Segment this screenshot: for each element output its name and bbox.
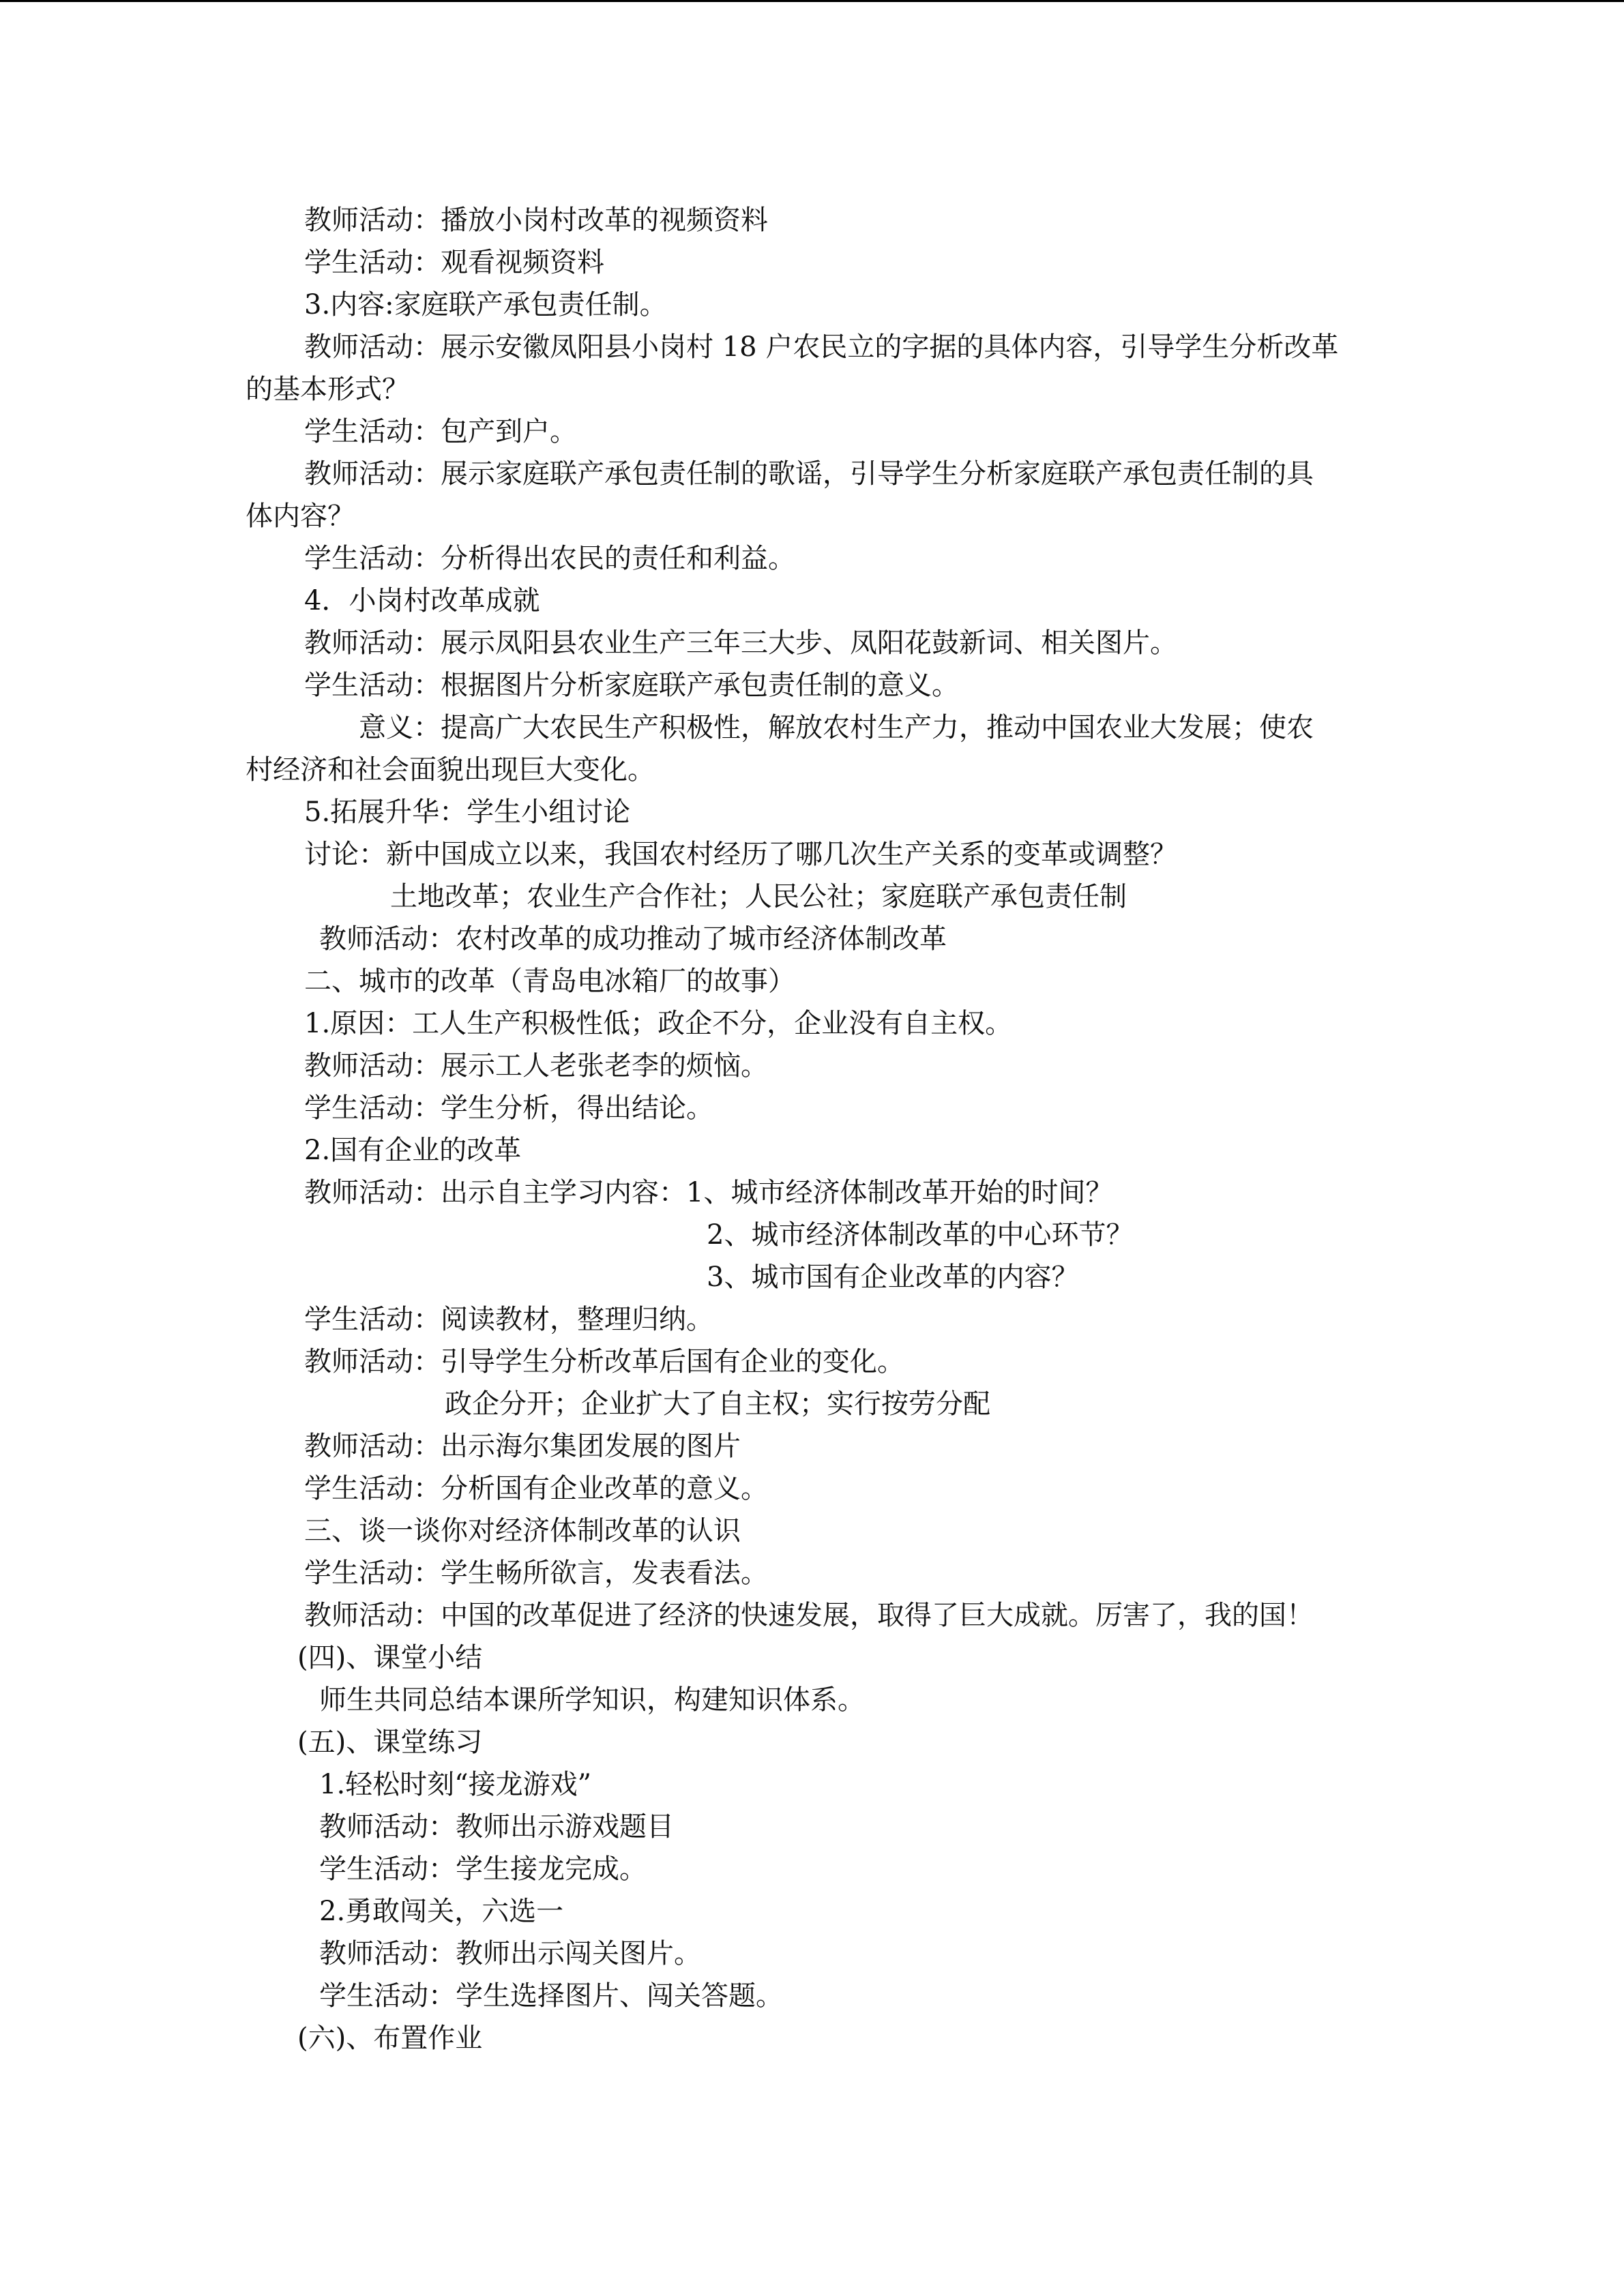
text-line: 学生活动：学生选择图片、闯关答题。 xyxy=(319,1980,783,2012)
text-line: 学生活动：学生畅所欲言，发表看法。 xyxy=(304,1557,768,1589)
text-line: 教师活动：教师出示游戏题目 xyxy=(319,1811,674,1843)
text-line: 意义：提高广大农民生产积极性，解放农村生产力，推动中国农业大发展；使农 xyxy=(359,712,1314,743)
text-line: 讨论：新中国成立以来，我国农村经历了哪几次生产关系的变革或调整？ xyxy=(304,839,1177,870)
text-line: 1.轻松时刻“接龙游戏” xyxy=(319,1769,592,1800)
text-line: 学生活动：分析国有企业改革的意义。 xyxy=(304,1473,768,1504)
text-line: 5.拓展升华：学生小组讨论 xyxy=(304,796,631,828)
text-line: 1.原因：工人生产积极性低；政企不分，企业没有自主权。 xyxy=(304,1008,1013,1039)
text-line: 学生活动：阅读教材，整理归纳。 xyxy=(304,1304,713,1335)
text-line: 教师活动：展示家庭联产承包责任制的歌谣，引导学生分析家庭联产承包责任制的具 xyxy=(304,458,1314,490)
text-line: 教师活动：教师出示闯关图片。 xyxy=(319,1938,701,1969)
text-line: 教师活动：出示自主学习内容：1、城市经济体制改革开始的时间？ xyxy=(304,1177,1113,1208)
text-line: (六)、布置作业 xyxy=(297,2023,483,2054)
text-line: 村经济和社会面貌出现巨大变化。 xyxy=(246,754,655,786)
text-line: 学生活动：根据图片分析家庭联产承包责任制的意义。 xyxy=(304,670,959,701)
text-line: 教师活动：展示凤阳县农业生产三年三大步、凤阳花鼓新词、相关图片。 xyxy=(304,627,1177,659)
text-line: 教师活动：中国的改革促进了经济的快速发展，取得了巨大成就。厉害了，我的国！ xyxy=(304,1600,1314,1631)
text-line: 教师活动：引导学生分析改革后国有企业的变化。 xyxy=(304,1346,904,1377)
text-line: 师生共同总结本课所学知识，构建知识体系。 xyxy=(319,1684,865,1716)
text-line: 教师活动：出示海尔集团发展的图片 xyxy=(304,1431,741,1462)
text-line: 二、城市的改革（青岛电冰箱厂的故事） xyxy=(304,966,795,997)
text-line: 体内容？ xyxy=(246,501,355,532)
text-line: 3.内容:家庭联产承包责任制。 xyxy=(304,289,667,320)
text-line: 学生活动：学生接龙完成。 xyxy=(319,1853,647,1885)
text-line: 三、谈一谈你对经济体制改革的认识 xyxy=(304,1515,741,1547)
text-line: 土地改革；农业生产合作社；人民公社；家庭联产承包责任制 xyxy=(390,881,1127,912)
text-line: 教师活动：展示工人老张老李的烦恼。 xyxy=(304,1050,768,1082)
text-line: 的基本形式？ xyxy=(246,374,409,405)
text-line: 教师活动：展示安徽凤阳县小岗村 18 户农民立的字据的具体内容，引导学生分析改革 xyxy=(304,331,1339,363)
text-line: 2.国有企业的改革 xyxy=(304,1135,522,1166)
text-line: 教师活动：播放小岗村改革的视频资料 xyxy=(304,205,768,236)
text-line: 学生活动：包产到户。 xyxy=(304,416,577,447)
text-line: 教师活动：农村改革的成功推动了城市经济体制改革 xyxy=(319,923,947,955)
text-line: 政企分开；企业扩大了自主权；实行按劳分配 xyxy=(445,1388,990,1420)
text-line: 学生活动：观看视频资料 xyxy=(304,247,604,278)
text-line: (四)、课堂小结 xyxy=(297,1642,483,1673)
text-line: 学生活动：学生分析，得出结论。 xyxy=(304,1092,713,1124)
text-line: 2.勇敢闯关，六选一 xyxy=(319,1896,564,1927)
text-line: 学生活动：分析得出农民的责任和利益。 xyxy=(304,543,795,574)
text-line: (五)、课堂练习 xyxy=(297,1727,483,1758)
text-line: 2、城市经济体制改革的中心环节？ xyxy=(707,1219,1134,1251)
text-line: 3、城市国有企业改革的内容？ xyxy=(707,1262,1079,1293)
text-line: 4．小岗村改革成就 xyxy=(304,585,540,616)
